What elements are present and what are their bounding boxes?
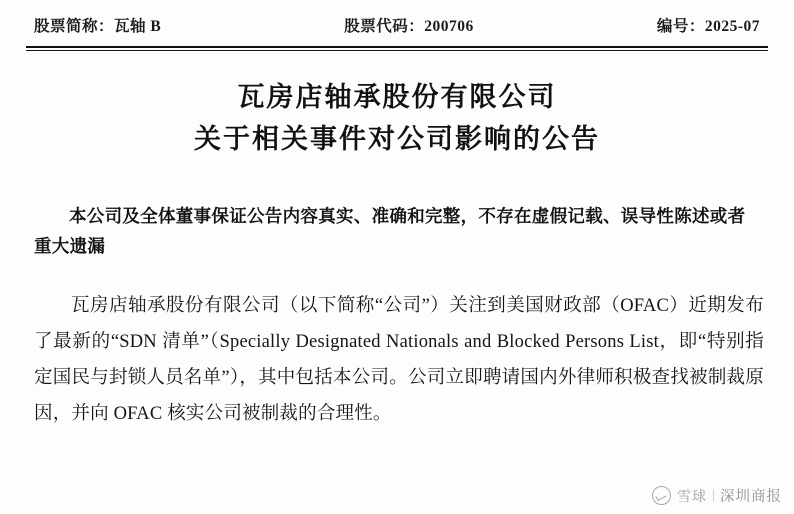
stock-code-label: 股票代码：	[344, 18, 425, 35]
stock-name-field	[34, 14, 161, 36]
xueqiu-logo-icon	[652, 486, 671, 505]
stock-name-value: 瓦轴 B	[114, 18, 162, 35]
assurance-statement: 本公司及全体董事保证公告内容真实、准确和完整，不存在虚假记载、误导性陈述或者重大遗漏	[34, 205, 746, 257]
header-divider-thin	[26, 50, 768, 51]
watermark	[652, 485, 782, 506]
watermark-brand: 雪球	[677, 487, 707, 504]
header-divider-thick	[26, 46, 768, 48]
title-line-company: 瓦房店轴承股份有限公司	[237, 82, 557, 112]
stock-name-label: 股票简称：	[34, 18, 115, 35]
document-header	[0, 0, 794, 46]
document-title	[0, 77, 794, 161]
watermark-separator	[713, 489, 714, 502]
stock-code-value: 200706	[424, 18, 474, 35]
watermark-source: 深圳商报	[720, 489, 782, 505]
stock-code-field	[344, 14, 474, 36]
serial-number-field	[657, 14, 760, 36]
title-line-subject: 关于相关事件对公司影响的公告	[194, 123, 600, 154]
body-paragraph-1: 瓦房店轴承股份有限公司（以下简称“公司”）关注到美国财政部（OFAC）近期发布了最新的“SDN 清单”（Specially Designated Nationals and Blocked Persons List，即“特别指定国民与封锁人员名单”），其中包括本公司。公司立即聘请国内外律师积极查找被制裁原因，并向 OFAC 核实公司被制裁的合理性。	[34, 295, 764, 425]
serial-value: 2025-07	[704, 18, 760, 35]
serial-label: 编号：	[656, 18, 705, 35]
